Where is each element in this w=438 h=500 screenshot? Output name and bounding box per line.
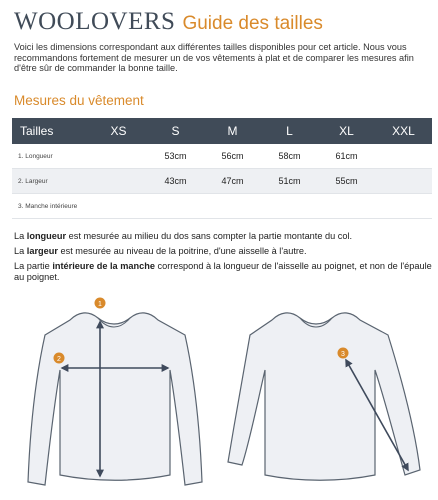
note-width: La largeur est mesurée au niveau de la poitrine, d'une aisselle à l'autre. [14, 246, 307, 256]
section-title: Mesures du vêtement [14, 93, 144, 108]
size-header: XS [110, 124, 127, 138]
sweater-front-diagram [228, 313, 420, 480]
note-length: La longueur est mesurée au milieu du dos sans compter la partie montante du col. [14, 231, 353, 241]
table-cell: 47cm [221, 176, 244, 186]
size-table-header [12, 118, 432, 144]
size-header: XXL [392, 124, 415, 138]
table-row [12, 194, 432, 219]
garment-diagrams [10, 290, 435, 495]
table-cell: 61cm [335, 151, 358, 161]
table-cell: 56cm [221, 151, 244, 161]
note-sleeve: La partie intérieure de la manche correspond à la longueur de l'aisselle au poignet, et non de l'épaule au poignet. [14, 261, 432, 282]
header [14, 8, 323, 40]
intro-text: Voici les dimensions correspondant aux différentes tailles disponibles pour cet article. Nous vous recommandons fortement de mesurer un de vos vêtements à plat et de comparer les mesures afin d'être sûr de commander la bonne taille. [14, 42, 414, 74]
row-label: 3. Manche intérieure [18, 202, 78, 210]
marker-1 [95, 298, 106, 309]
marker-1-label: 1 [98, 301, 102, 308]
row-label: 1. Longueur [18, 152, 53, 160]
table-row [12, 169, 432, 194]
size-table [12, 118, 432, 219]
header-label: Tailles [20, 124, 54, 138]
note-width-term: largeur [26, 246, 58, 256]
note-sleeve-term: intérieure de la manche [52, 261, 155, 271]
note-length-term: longueur [26, 231, 67, 241]
size-header: XL [339, 124, 354, 138]
table-row [12, 144, 432, 169]
sweater-front-shape [228, 313, 420, 480]
size-header: M [227, 124, 238, 138]
measurement-notes [14, 231, 434, 287]
marker-3-label: 3 [341, 351, 345, 358]
row-label: 2. Largeur [18, 177, 48, 185]
marker-3 [338, 348, 349, 359]
table-cell: 51cm [278, 176, 301, 186]
page-title: Guide des tailles [182, 13, 323, 34]
sweater-back-shape [28, 313, 202, 485]
brand-logo: WOOLOVERS [14, 8, 176, 35]
sweater-back-diagram [28, 298, 202, 486]
marker-2 [54, 353, 65, 364]
table-cell: 58cm [278, 151, 301, 161]
table-cell: 43cm [164, 176, 187, 186]
table-cell: 55cm [335, 176, 358, 186]
size-header: S [171, 124, 180, 138]
size-header: L [286, 124, 293, 138]
table-cell: 53cm [164, 151, 187, 161]
marker-2-label: 2 [57, 356, 61, 363]
